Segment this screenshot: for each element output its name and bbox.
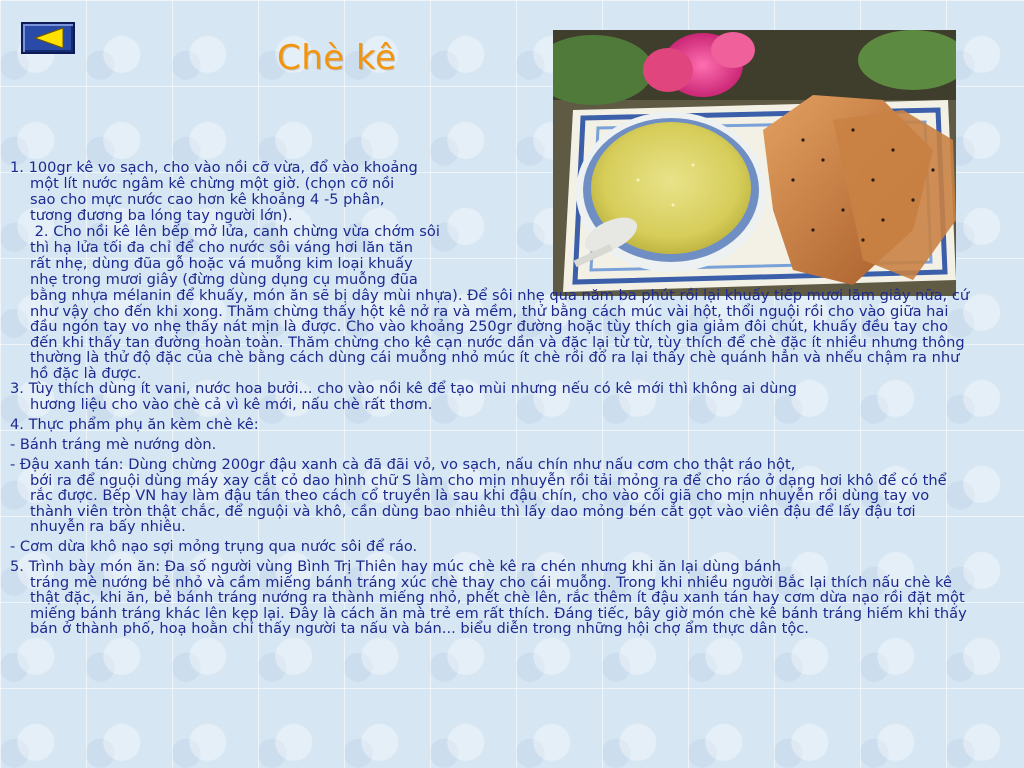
step-4: 4. Thực phẩm phụ ăn kèm chè kê: [10,415,259,433]
item-com-dua: - Cơm dừa khô nạo sợi mỏng trụng qua nước sôi để ráo. [10,537,418,555]
intro-line: nhẹ trong mươi giây (đừng dùng dụng cụ muỗng đũa [30,271,418,288]
intro-line: rất nhẹ, dùng đũa gỗ hoặc vá muỗng kim loại khuấy [30,255,413,272]
intro-line: thì hạ lửa tối đa chỉ để cho nước sôi váng hơi lăn tăn [30,239,413,256]
back-button[interactable] [21,22,75,54]
intro-line: sao cho mực nước cao hơn kê khoảng 4 -5 phân, [30,191,385,208]
intro-line: 1. 100gr kê vo sạch, cho vào nồi cỡ vừa, đổ vào khoảng [10,159,418,176]
intro-line: 2. Cho nồi kê lên bếp mở lửa, canh chừng vừa chớm sôi [30,223,440,240]
intro-line: một lít nước ngâm kê chừng một giờ. (chọn cỡ nồi [30,175,395,192]
intro-line: tương đương ba lóng tay người lớn). [30,207,293,224]
step-5: 5. Trình bày món ăn: Đa số người vùng Bình Trị Thiên hay múc chè kê ra chén nhưng khi ăn lại dùng bánh tráng mè nướng bẻ nhỏ và cầm miếng bánh tráng xúc chè thay cho cái muỗng. Trong khi nhiều người Bắc lại thích nấu chè kê thật đặc, khi ăn, bẻ bánh tráng nướng ra thành miếng nhỏ, phết chè lên, rắc thêm ít đậu xanh tán hay cơm dừa nạo rồi đặt một miếng bánh tráng khác lên kẹp lại. Đây là cách ăn mà trẻ em rất thích. Đáng tiếc, bây giờ món chè kê bánh tráng hiếm khi thấy bán ở thành phố, hoạ hoằn chỉ thấy người ta nấu và bán... biểu diễn trong những hội chợ ẩm thực dân tộc. [10,557,967,637]
step-3: 3. Tùy thích dùng ít vani, nước hoa bưởi... cho vào nồi kê để tạo mùi nhưng nếu có kê mới thì không ai dùng hương liệu cho vào chè cả vì kê mới, nấu chè rất thơm. [10,380,797,413]
step-2-continued: bằng nhựa mélanin để khuấy, món ăn sẽ bị dây mùi nhựa). Để sôi nhẹ qua năm ba phút rồi lại khuấy tiếp mươi lăm giây nữa, cứ như vậy cho đến khi xong. Thăm chừng thấy hột kê nở ra và mềm, thử bằng cách múc vài hột, thổi nguội rồi cho vào giữa hai đầu ngón tay vo nhẹ thấy nát mịn là được. Cho vào khoảng 250gr đường hoặc tùy thích gia giảm đôi chút, khuấy đều tay cho đến khi thấy tan đường hoàn toàn. Thăm chừng cho kê cạn nước dần và đặc lại từ từ, tùy thích để chè đặc ít nhiều nhưng thông thường là thử độ đặc của chè bằng cách dùng cái muỗng nhỏ múc ít chè rồi đổ ra lại thấy chè quánh hẳn và nhểu chậm ra như hồ đặc là được. [30,287,970,382]
left-arrow-icon [23,24,73,52]
recipe-text [10,160,1014,637]
item-banh-trang: - Bánh tráng mè nướng dòn. [10,435,217,453]
page-title: Chè kê [277,38,397,78]
item-dau-xanh: - Đậu xanh tán: Dùng chừng 200gr đậu xanh cà đã đãi vỏ, vo sạch, nấu chín như nấu cơm cho thật ráo hột, bới ra để nguội dùng máy xay cắt cỏ dao hình chữ S làm cho mịn nhuyễn rồi tải mỏng ra để cho ráo ở dạng hơi khô để có thể rắc được. Bếp VN hay làm đậu tán theo cách cổ truyền là sau khi đậu chín, cho vào cối giã cho mịn nhuyễn rồi dùng tay vo thành viên tròn thật chắc, để nguội và khô, cần dùng bao nhiêu thì lấy dao mỏng bén cắt gọt vào viên đậu để lấy đậu tơi nhuyễn ra bấy nhiêu. [10,455,947,535]
